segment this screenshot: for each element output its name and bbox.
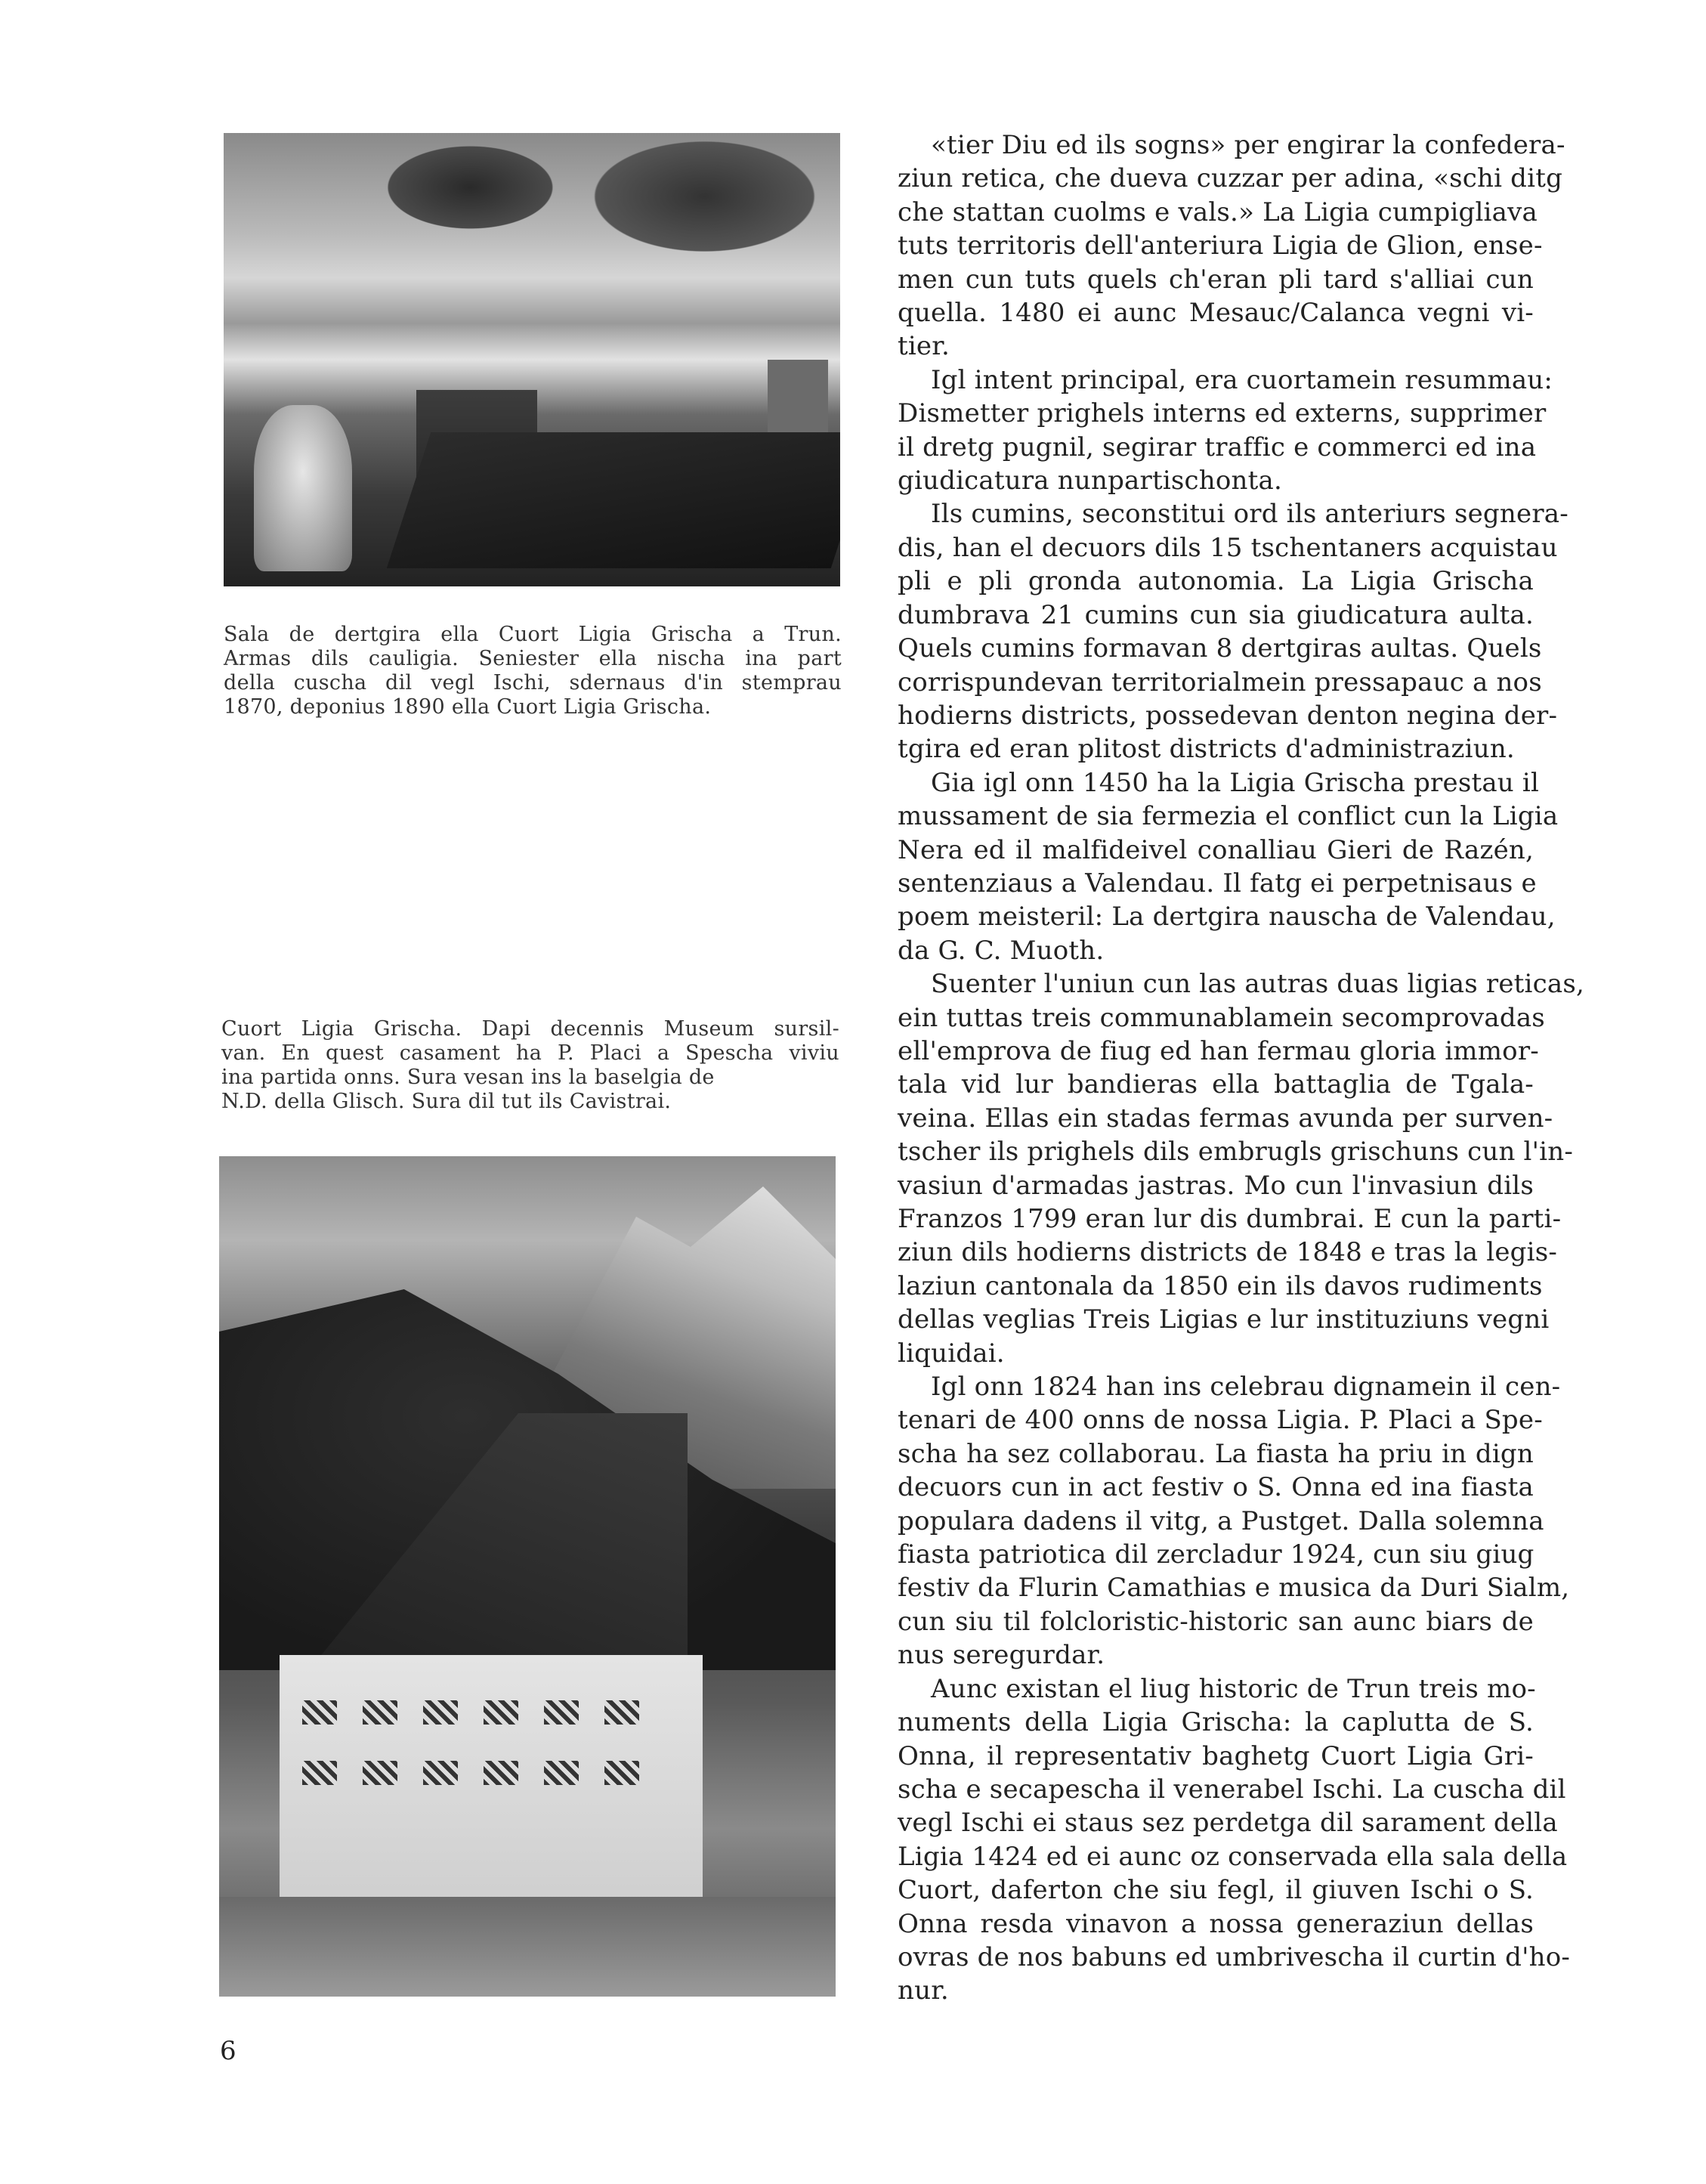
body-line: fiasta patriotica dil zercladur 1924, cun siu giug — [898, 1539, 1534, 1570]
body-line: tenari de 400 onns de nossa Ligia. P. Placi a Spe- — [898, 1405, 1543, 1436]
body-paragraph — [898, 1370, 1570, 1672]
house-window-shape — [544, 1761, 579, 1785]
body-paragraph — [898, 363, 1553, 498]
house-window-shape — [363, 1761, 397, 1785]
caption-line: Cuort Ligia Grischa. Dapi decennis Museum sursil- — [221, 1017, 839, 1041]
body-line: corrispundevan territorialmein pressapauc a nos — [898, 667, 1542, 698]
body-line: vegl Ischi ei staus sez perdetga dil sarament della — [898, 1808, 1558, 1839]
caption-line: Sala de dertgira ella Cuort Ligia Grischa a Trun. — [224, 623, 842, 646]
body-line: mussament de sia fermezia el conflict cun la Ligia — [898, 801, 1559, 832]
house-window-shape — [423, 1700, 458, 1725]
body-line: Franzos 1799 eran lur dis dumbrai. E cun la parti- — [898, 1204, 1562, 1234]
body-line: dis, han el decuors dils 15 tschentaners acquistau — [898, 532, 1558, 563]
house-window-shape — [302, 1761, 337, 1785]
body-line: da G. C. Muoth. — [898, 935, 1105, 966]
body-line: Ils cumins, seconstitui ord ils anteriurs segnera- — [931, 499, 1568, 530]
body-line: cun siu til folcloristic-historic san aunc biars de — [898, 1606, 1534, 1637]
body-line: Igl intent principal, era cuortamein resummau: — [931, 364, 1553, 395]
body-line: Nera ed il malfideivel conalliau Gieri de Razén, — [898, 834, 1534, 865]
body-line: Dismetter prighels interns ed externs, supprimer — [898, 398, 1547, 429]
body-line: ziun dils hodierns districts de 1848 e tras la legis- — [898, 1237, 1558, 1268]
caption-court-house — [221, 1017, 839, 1114]
house-window-shape — [363, 1700, 397, 1725]
hall-table-shape — [387, 432, 840, 568]
body-line: dumbrava 21 cumins cun sia giudicatura aulta. — [898, 599, 1534, 630]
body-line: pli e pli gronda autonomia. La Ligia Grischa — [898, 566, 1534, 597]
body-line: vasiun d'armadas jastras. Mo cun l'invasiun dils — [898, 1170, 1534, 1201]
body-line: Quels cumins formavan 8 dertgiras aultas. Quels — [898, 633, 1542, 664]
body-line: poem meisteril: La dertgira nauscha de Valendau, — [898, 902, 1556, 933]
body-line: Onna, il representativ baghetg Cuort Ligia Gri- — [898, 1740, 1534, 1771]
body-line: il dretg pugnil, segirar traffic e commerci ed ina — [898, 432, 1537, 462]
body-line: «tier Diu ed ils sogns» per engirar la confedera- — [931, 130, 1565, 160]
body-line: scha ha sez collaborau. La fiasta ha priu in dign — [898, 1438, 1534, 1469]
body-paragraph — [898, 128, 1565, 363]
body-line: dellas veglias Treis Ligias e lur instituziuns vegni — [898, 1304, 1550, 1335]
caption-line: van. En quest casament ha P. Placi a Spescha viviu — [221, 1041, 839, 1065]
page-number: 6 — [220, 2036, 236, 2066]
house-window-shape — [423, 1761, 458, 1785]
caption-line: della cuscha dil vegl Ischi, sdernaus d'in stemprau — [224, 671, 842, 694]
body-line: che stattan cuolms e vals.» La Ligia cumpigliava — [898, 196, 1538, 227]
body-line: nus seregurdar. — [898, 1640, 1105, 1671]
body-line: tscher ils prighels dils embrugls grischuns cun l'in- — [898, 1137, 1574, 1168]
caption-line: 1870, deponius 1890 ella Cuort Ligia Grischa. — [224, 695, 712, 719]
body-line: Cuort, daferton che siu fegl, il giuven Ischi o S. — [898, 1875, 1534, 1906]
caption-line: Armas dils cauligia. Seniester ella nischa ina part — [224, 647, 842, 670]
house-window-shape — [544, 1700, 579, 1725]
body-line: veina. Ellas ein stadas fermas avunda per surven- — [898, 1103, 1553, 1134]
hall-figure-shape — [254, 405, 352, 571]
body-line: Ligia 1424 ed ei aunc oz conservada ella sala della — [898, 1841, 1568, 1872]
body-line: Suenter l'uniun cun las autras duas ligias reticas, — [931, 969, 1584, 1000]
body-line: tuts territoris dell'anteriura Ligia de Glion, ense- — [898, 230, 1543, 261]
body-line: Igl onn 1824 han ins celebrau dignamein il cen- — [931, 1372, 1561, 1403]
body-line: decuors cun in act festiv o S. Onna ed ina fiasta — [898, 1472, 1534, 1503]
body-text-column — [898, 128, 1584, 2008]
body-line: men cun tuts quels ch'eran pli tard s'alliai cun — [898, 264, 1534, 295]
body-line: tala vid lur bandieras ella battaglia de Tgala- — [898, 1069, 1534, 1100]
body-line: giudicatura nunpartischonta. — [898, 466, 1282, 497]
body-paragraph — [898, 497, 1568, 766]
body-line: tgira ed eran plitost districts d'administraziun. — [898, 734, 1515, 765]
body-line: scha e secapescha il venerabel Ischi. La cuscha dil — [898, 1774, 1566, 1805]
house-field-shape — [219, 1897, 836, 1997]
body-line: quella. 1480 ei aunc Mesauc/Calanca vegni vi- — [898, 298, 1534, 329]
caption-court-hall — [224, 623, 842, 719]
house-window-shape — [484, 1700, 518, 1725]
body-line: tier. — [898, 331, 950, 362]
caption-line: N.D. della Glisch. Sura dil tut ils Cavistrai. — [221, 1090, 672, 1113]
body-line: laziun cantonala da 1850 ein ils davos rudiments — [898, 1270, 1543, 1301]
photo-court-building — [219, 1156, 836, 1997]
body-line: ziun retica, che dueva cuzzar per adina, «schi ditg — [898, 163, 1563, 194]
caption-line: ina partida onns. Sura vesan ins la baselgia de — [221, 1066, 715, 1089]
body-line: festiv da Flurin Camathias e musica da Duri Sialm, — [898, 1573, 1570, 1604]
body-line: ein tuttas treis communablamein secomprovadas — [898, 1002, 1545, 1033]
house-window-shape — [302, 1700, 337, 1725]
body-line: ovras de nos babuns ed umbrivescha il curtin d'ho- — [898, 1941, 1571, 1972]
body-line: hodierns districts, possedevan denton negina der- — [898, 700, 1558, 731]
body-line: ell'emprova de fiug ed han fermau gloria immor- — [898, 1035, 1539, 1066]
body-line: Onna resda vinavon a nossa generaziun dellas — [898, 1908, 1534, 1939]
photo-court-hall — [224, 133, 840, 586]
body-paragraph — [898, 766, 1559, 967]
body-line: Aunc existan el liug historic de Trun treis mo- — [931, 1673, 1536, 1704]
house-window-shape — [604, 1700, 639, 1725]
house-window-shape — [484, 1761, 518, 1785]
body-line: nur. — [898, 1975, 949, 2006]
body-line: sentenziaus a Valendau. Il fatg ei perpetnisaus e — [898, 868, 1537, 899]
body-line: populara dadens il vitg, a Pustget. Dalla solemna — [898, 1505, 1544, 1536]
body-paragraph — [898, 1672, 1571, 2008]
body-line: Gia igl onn 1450 ha la Ligia Grischa prestau il — [931, 767, 1540, 798]
house-window-shape — [604, 1761, 639, 1785]
body-line: liquidai. — [898, 1338, 1005, 1369]
body-line: numents della Ligia Grischa: la caplutta de S. — [898, 1707, 1534, 1738]
body-paragraph — [898, 967, 1584, 1370]
